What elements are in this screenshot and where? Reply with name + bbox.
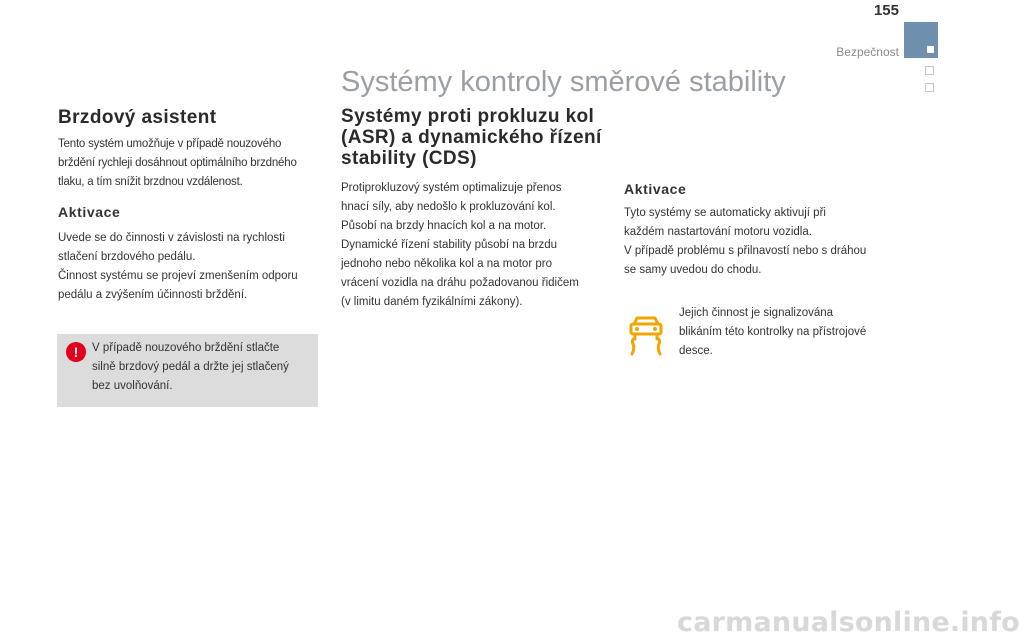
text-line: V případě nouzového brždění stlačte	[92, 342, 280, 354]
watermark: carmanualsonline.info	[677, 607, 1020, 638]
text-line: tlaku, a tím snížit brzdnou vzdálenost.	[58, 176, 243, 188]
activation-text	[624, 204, 866, 280]
esp-skid-car-icon	[626, 314, 666, 356]
text-line: Jejich činnost je signalizována	[679, 307, 834, 319]
text-line: (v limitu daném fyzikálními zákony).	[341, 296, 523, 308]
tab-box-outline	[925, 66, 934, 75]
heading-line: (ASR) a dynamického řízení	[341, 127, 602, 148]
text-line: silně brzdový pedál a držte jej stlačený	[92, 361, 289, 373]
text-line: se samy uvedou do chodu.	[624, 264, 762, 276]
page-title: Systémy kontroly směrové stability	[341, 66, 786, 98]
text-line: brždění rychleji dosáhnout optimálního brzdného	[58, 157, 297, 169]
warning-note-text	[92, 339, 289, 396]
tab-box-outline	[925, 83, 934, 92]
activation-heading: Aktivace	[624, 181, 687, 197]
text-line: Uvede se do činnosti v závislosti na rychlosti	[58, 232, 285, 244]
text-line: V případě problému s přilnavostí nebo s dráhou	[624, 245, 867, 257]
heading-line: Systémy proti prokluzu kol	[341, 106, 595, 127]
tab-dot	[927, 46, 934, 53]
warning-icon: !	[66, 342, 86, 362]
indicator-text	[679, 304, 866, 361]
text-line: pedálu a zvýšením účinnosti brždění.	[58, 289, 248, 301]
text-line: Činnost systému se projeví zmenšením odporu	[58, 270, 298, 282]
brake-assist-heading: Brzdový asistent	[58, 107, 217, 128]
text-line: stlačení brzdového pedálu.	[58, 251, 196, 263]
heading-line: stability (CDS)	[341, 148, 477, 169]
text-line: hnací síly, aby nedošlo k prokluzování kol.	[341, 201, 556, 213]
page-number: 155	[873, 2, 899, 19]
text-line: každém nastartování motoru vozidla.	[624, 226, 812, 238]
brake-assist-activation-heading: Aktivace	[58, 204, 121, 220]
text-line: Tyto systémy se automaticky aktivují při	[624, 207, 826, 219]
text-line: vrácení vozidla na dráhu požadovanou řidičem	[341, 277, 579, 289]
text-line: Působí na brzdy hnacích kol a na motor.	[341, 220, 547, 232]
text-line: Protiprokluzový systém optimalizuje přenos	[341, 182, 562, 194]
brake-assist-activation-text	[58, 229, 298, 305]
text-line: Tento systém umožňuje v případě nouzového	[58, 138, 282, 150]
text-line: bez uvolňování.	[92, 380, 173, 392]
text-line: desce.	[679, 345, 713, 357]
asr-cds-heading	[341, 106, 602, 169]
section-name: Bezpečnost	[836, 45, 899, 59]
text-line: Dynamické řízení stability působí na brzdu	[341, 239, 558, 251]
text-line: jednoho nebo několika kol a na motor pro	[341, 258, 552, 270]
asr-cds-text	[341, 179, 579, 312]
text-line: blikáním této kontrolky na přístrojové	[679, 326, 867, 338]
section-tab-marker	[904, 22, 938, 58]
brake-assist-intro	[58, 135, 297, 192]
